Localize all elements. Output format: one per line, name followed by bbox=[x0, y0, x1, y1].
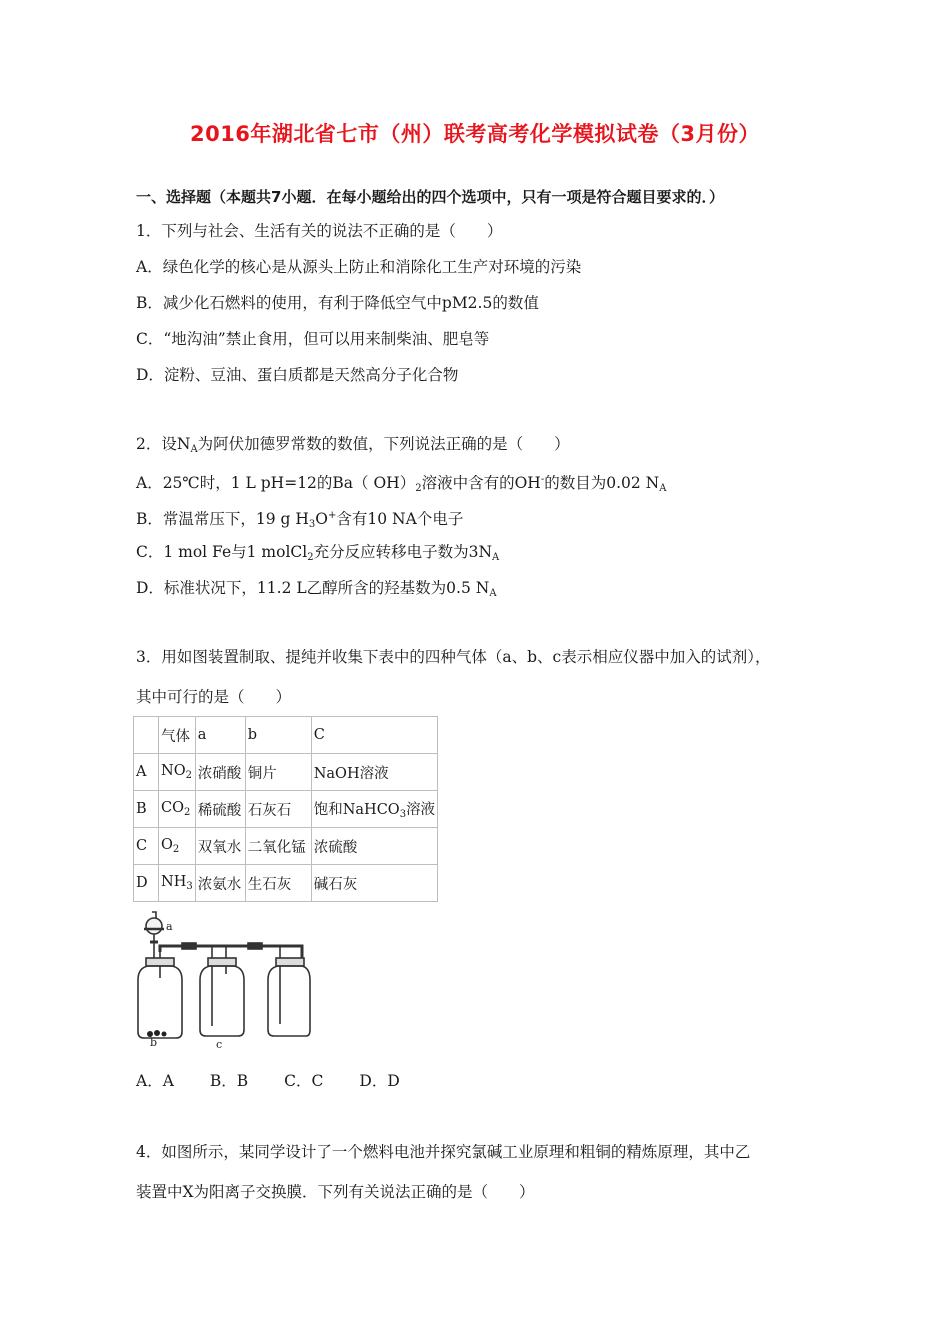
reagent-c-cell bbox=[311, 865, 437, 902]
reagent-c: NaOH溶液 bbox=[313, 765, 389, 782]
q2-a-sub2: A bbox=[659, 483, 667, 494]
reagent-b-cell: 生石灰 bbox=[245, 865, 311, 902]
q2-d-text1: D．标准状况下，11.2 L乙醇所含的羟基数为0.5 N bbox=[136, 579, 490, 597]
q3-stem-line2: 其中可行的是（ ） bbox=[136, 688, 292, 706]
q2-option-b bbox=[136, 505, 463, 536]
option-cell: D bbox=[134, 865, 159, 902]
q1-option-d: D．淀粉、豆油、蛋白质都是天然高分子化合物 bbox=[136, 366, 459, 384]
gas-formula: NO bbox=[161, 763, 186, 779]
reagent-c-cell bbox=[311, 754, 437, 791]
reagent-c: 碱石灰 bbox=[313, 876, 358, 893]
q2-a-sub1: 2 bbox=[415, 483, 422, 494]
reagent-a-cell: 浓硝酸 bbox=[195, 754, 245, 791]
q4-stem-line1: 4．如图所示，某同学设计了一个燃料电池并探究氯碱工业原理和粗铜的精炼原理，其中乙 bbox=[136, 1143, 751, 1161]
q2-c-sub2: A bbox=[492, 552, 500, 563]
gas-subscript: 2 bbox=[185, 770, 192, 781]
q3-option-b: B．B bbox=[209, 1072, 249, 1090]
option-cell: B bbox=[134, 791, 159, 828]
gas-cell bbox=[159, 791, 196, 828]
gas-cell bbox=[159, 754, 196, 791]
gas-subscript: 2 bbox=[172, 844, 180, 855]
q1-option-a: A．绿色化学的核心是从源头上防止和消除化工生产对环境的污染 bbox=[136, 258, 582, 276]
q2-a-text3: 的数目为0.02 N bbox=[544, 474, 660, 492]
q2-b-sup: + bbox=[328, 510, 337, 521]
table-row bbox=[134, 754, 438, 791]
q3-option-c: C．C bbox=[284, 1072, 324, 1090]
q2-d-sub: A bbox=[489, 588, 497, 599]
header-cell: C bbox=[311, 717, 437, 754]
label-b: b bbox=[150, 1036, 158, 1049]
q2-stem bbox=[136, 433, 570, 461]
q1-option-c: C．“地沟油”禁止食用，但可以用来制柴油、肥皂等 bbox=[136, 330, 490, 348]
option-cell: A bbox=[134, 754, 159, 791]
header-cell: b bbox=[245, 717, 311, 754]
label-a: a bbox=[166, 920, 173, 933]
q2-stem-pre: 2．设N bbox=[136, 435, 191, 453]
table-row bbox=[134, 791, 438, 828]
q2-option-a bbox=[136, 469, 666, 500]
reagent-a-cell: 浓氨水 bbox=[195, 865, 245, 902]
reagent-c-post: 溶液 bbox=[406, 802, 436, 818]
reagent-c-subscript: 3 bbox=[399, 809, 407, 820]
q2-option-c bbox=[136, 541, 499, 569]
gas-apparatus-figure bbox=[130, 906, 310, 1051]
q2-a-sup: - bbox=[540, 474, 545, 485]
gas-formula: CO bbox=[161, 800, 184, 816]
reagent-a-cell: 双氧水 bbox=[195, 828, 245, 865]
reagent-b-cell: 铜片 bbox=[245, 754, 311, 791]
reagent-c-cell bbox=[311, 828, 437, 865]
q2-b-text3: 含有10 NA个电子 bbox=[336, 510, 464, 528]
reagent-b-cell: 二氧化锰 bbox=[245, 828, 311, 865]
q2-a-text1: A．25℃时，1 L pH=12的Ba（ OH） bbox=[136, 474, 416, 492]
q3-stem-line1: 3．用如图装置制取、提纯并收集下表中的四种气体（a、b、c表示相应仪器中加入的试剂）， bbox=[136, 648, 771, 666]
header-cell: a bbox=[195, 717, 245, 754]
option-cell: C bbox=[134, 828, 159, 865]
page-title: 2016年湖北省七市（州）联考高考化学模拟试卷（3月份） bbox=[189, 122, 761, 146]
reagent-a-cell: 稀硫酸 bbox=[195, 791, 245, 828]
q2-c-text2: 充分反应转移电子数为3N bbox=[313, 543, 493, 561]
q1-option-b: B．减少化石燃料的使用，有利于降低空气中pM2.5的数值 bbox=[136, 294, 539, 312]
gas-table bbox=[133, 716, 438, 902]
q3-options bbox=[136, 1070, 400, 1092]
q2-stem-post: 为阿伏加德罗常数的数值，下列说法正确的是（ ） bbox=[197, 435, 570, 453]
reagent-c: 饱和NaHCO bbox=[313, 802, 400, 818]
section-heading: 一、选择题（本题共7小题．在每小题给出的四个选项中，只有一项是符合题目要求的．） bbox=[136, 188, 724, 206]
table-header-row bbox=[134, 717, 438, 754]
reagent-b-cell: 石灰石 bbox=[245, 791, 311, 828]
q2-option-d bbox=[136, 577, 497, 605]
gas-subscript: 3 bbox=[186, 881, 193, 892]
gas-formula: NH bbox=[161, 874, 187, 890]
gas-formula: O bbox=[161, 837, 173, 853]
q2-c-sub1: 2 bbox=[307, 552, 314, 563]
table-row bbox=[134, 828, 438, 865]
q3-option-a: A．A bbox=[136, 1072, 174, 1090]
q2-stem-sub: A bbox=[190, 444, 198, 455]
gas-subscript: 2 bbox=[183, 807, 191, 818]
q2-a-text2: 溶液中含有的OH bbox=[421, 474, 541, 492]
reagent-c: 浓硫酸 bbox=[313, 839, 358, 856]
gas-cell bbox=[159, 865, 196, 902]
q1-stem: 1．下列与社会、生活有关的说法不正确的是（ ） bbox=[136, 222, 503, 240]
label-c: c bbox=[216, 1038, 223, 1051]
q2-b-text1: B．常温常压下，19 g H bbox=[136, 510, 309, 528]
q2-b-sub: 3 bbox=[308, 519, 316, 530]
gas-cell bbox=[159, 828, 196, 865]
q3-option-d: D．D bbox=[359, 1072, 400, 1090]
q2-c-text1: C．1 mol Fe与1 molCl bbox=[136, 543, 308, 561]
q4-stem-line2: 装置中X为阳离子交换膜．下列有关说法正确的是（ ） bbox=[136, 1183, 535, 1201]
header-cell bbox=[134, 717, 159, 754]
header-cell: 气体 bbox=[159, 717, 196, 754]
table-row bbox=[134, 865, 438, 902]
reagent-c-cell bbox=[311, 791, 437, 828]
q2-b-text2: O bbox=[315, 510, 329, 528]
